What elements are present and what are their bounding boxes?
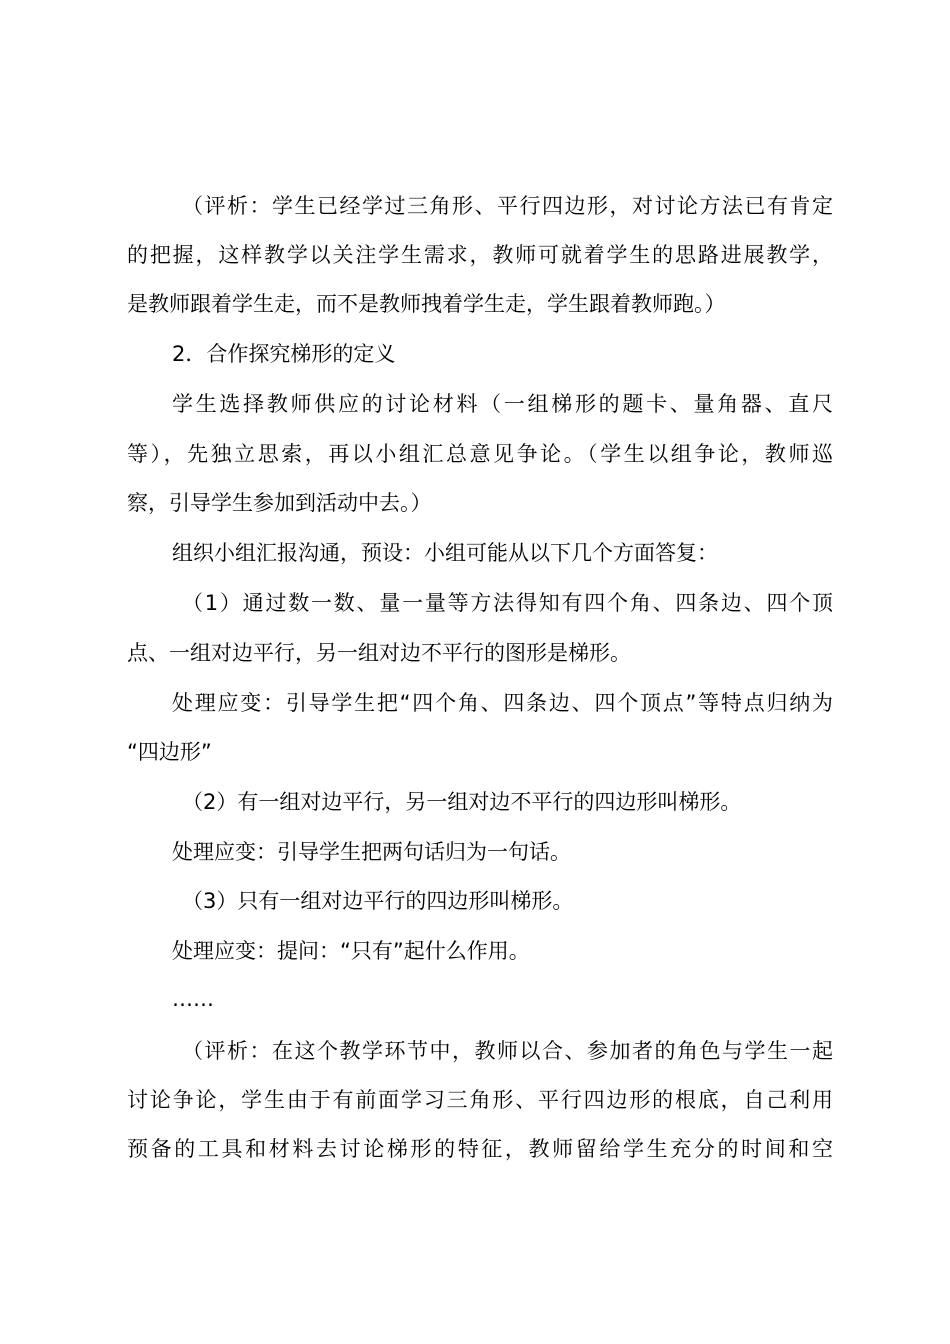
materials-paragraph-line-1: 学生选择教师供应的讨论材料（一组梯形的题卡、量角器、直尺 (172, 392, 833, 416)
item-2: （2）有一组对边平行，另一组对边不平行的四边形叫梯形。 (182, 790, 742, 814)
item-1-line-2: 点、一组对边平行，另一组对边不平行的图形是梯形。 (127, 641, 631, 665)
analysis-paragraph-1-line-3: 是教师跟着学生走，而不是教师拽着学生走，学生跟着教师跑。） (127, 292, 726, 316)
analysis-paragraph-2-line-2: 讨论争论，学生由于有前面学习三角形、平行四边形的根底，自己利用 (127, 1088, 833, 1112)
response-2: 处理应变：引导学生把两句话归为一句话。 (172, 840, 571, 864)
response-3: 处理应变：提问：“只有”起什么作用。 (172, 939, 530, 963)
response-1-line-1: 处理应变：引导学生把“四个角、四条边、四个顶点”等特点归纳为 (172, 691, 833, 715)
analysis-paragraph-2-line-1: （评析：在这个教学环节中，教师以合、参加者的角色与学生一起 (182, 1039, 833, 1063)
analysis-paragraph-2-line-3: 预备的工具和材料去讨论梯形的特征，教师留给学生充分的时间和空 (127, 1137, 833, 1161)
section-heading: 2．合作探究梯形的定义 (172, 342, 396, 366)
ellipsis: …… (172, 987, 214, 1011)
item-3: （3）只有一组对边平行的四边形叫梯形。 (182, 889, 574, 913)
response-1-line-2: “四边形” (127, 740, 212, 764)
analysis-paragraph-1-line-1: （评析：学生已经学过三角形、平行四边形，对讨论方法已有肯定 (182, 194, 833, 218)
analysis-paragraph-1-line-2: 的把握，这样教学以关注学生需求，教师可就着学生的思路进展教学， (127, 243, 833, 267)
report-paragraph: 组织小组汇报沟通，预设：小组可能从以下几个方面答复： (172, 541, 718, 565)
materials-paragraph-line-2: 等），先独立思索，再以小组汇总意见争论。（学生以组争论，教师巡 (127, 442, 833, 466)
materials-paragraph-line-3: 察，引导学生参加到活动中去。） (127, 491, 432, 515)
item-1-line-1: （1）通过数一数、量一量等方法得知有四个角、四条边、四个顶 (182, 591, 833, 615)
